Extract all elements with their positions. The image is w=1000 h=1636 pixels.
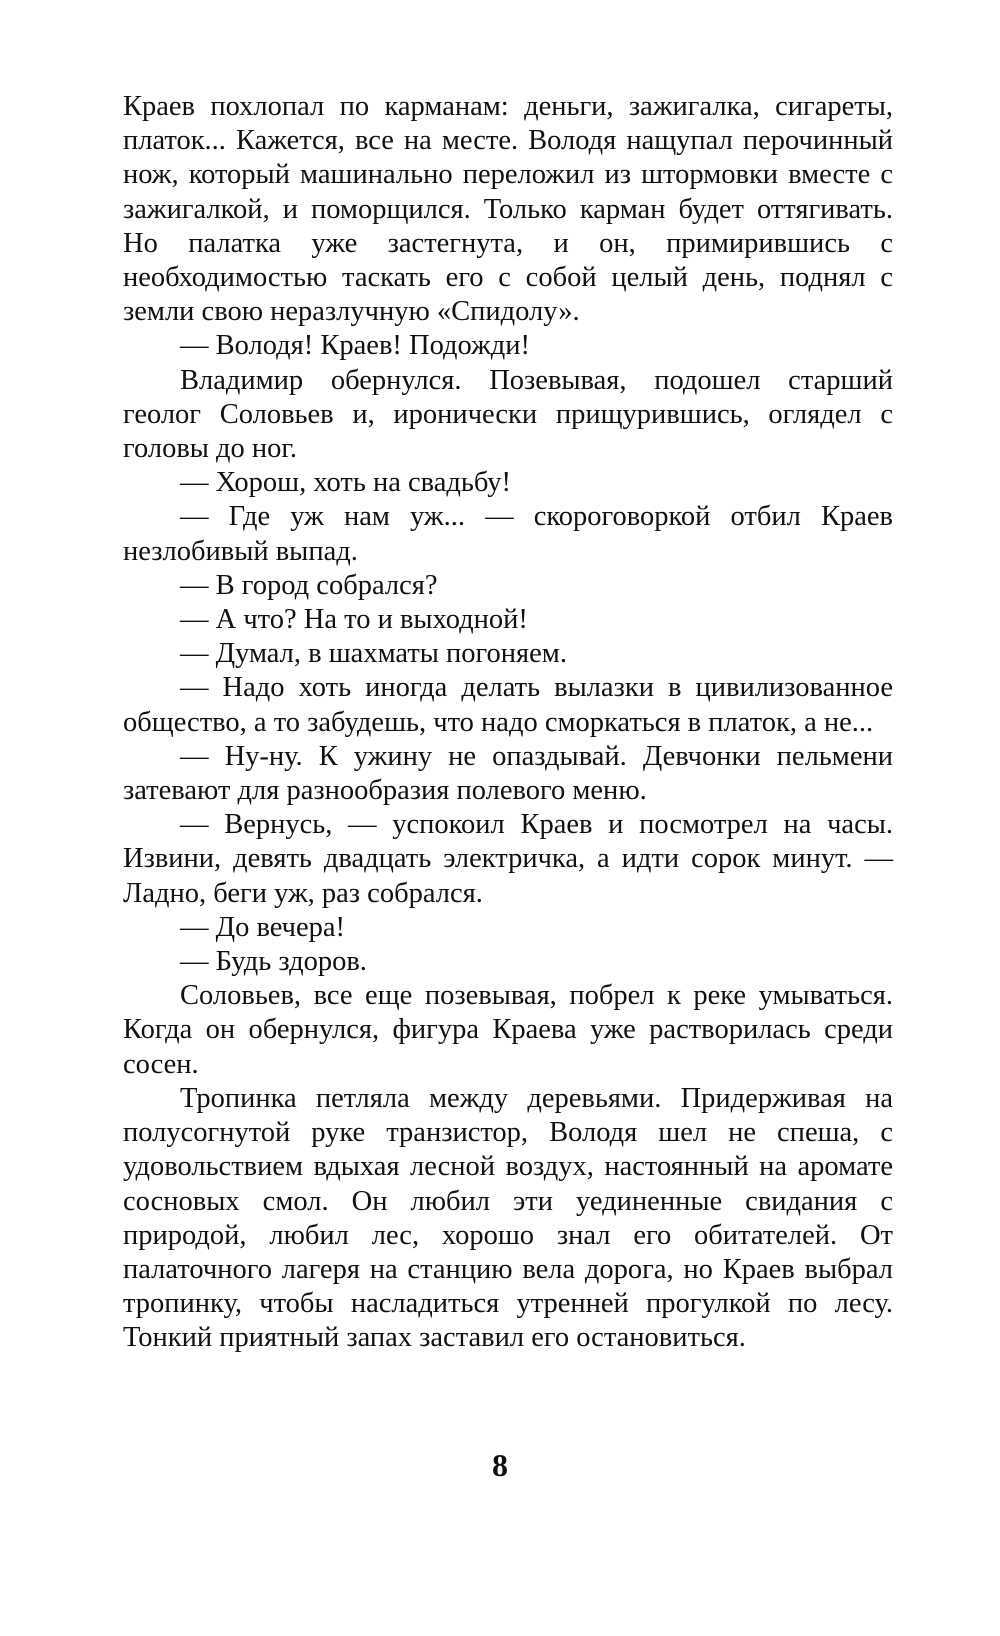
paragraph-13: — Будь здоров. <box>180 946 367 978</box>
paragraph-12: — До вечера! <box>180 911 346 943</box>
paragraph-1: Краев похлопал по карманам: деньги, зажигалка, сигареты, платок... Кажется, все на месте. Володя нащупал перочинный нож, который машинально переложил из штормовки вместе с зажигалкой, и поморщился. Только карман будет оттягивать. Но палатка уже застегнута, и он, примирившись с необходимостью таскать его с собой целый день, поднял с земли свою неразлучную «Спидолу». <box>123 91 893 328</box>
paragraph-15: Тропинка петляла между деревьями. Придерживая на полусогнутой руке транзистор, Володя шел не спеша, с удовольствием вдыхая лесной воздух, настоянный на аромате сосновых смол. Он любил эти уединенные свидания с природой, любил лес, хорошо знал его обитателей. От палаточного лагеря на станцию вела дорога, но Краев выбрал тропинку, чтобы насладиться утренней прогулкой по лесу. Тонкий приятный запах заставил его остановиться. <box>123 1082 893 1354</box>
page-number: 8 <box>492 1447 508 1483</box>
paragraph-10: — Ну-ну. К ужину не опаздывай. Девчонки пельмени затевают для разнообразия полевого меню. <box>123 740 893 807</box>
paragraph-2: — Володя! Краев! Подожди! <box>180 330 531 362</box>
paragraph-5: — Где уж нам уж... — скороговоркой отбил Краев незлобивый выпад. <box>123 501 893 567</box>
paragraph-3: Владимир обернулся. Позевывая, подошел старший геолог Соловьев и, иронически прищурившись, оглядел с головы до ног. <box>123 364 893 465</box>
paragraph-11: — Вернусь, — успокоил Краев и посмотрел на часы. Извини, девять двадцать электричка, а идти сорок минут. — Ладно, беги уж, раз собрался. <box>123 809 893 909</box>
paragraph-8: — Думал, в шахматы погоняем. <box>180 638 567 670</box>
paragraph-4: — Хорош, хоть на свадьбу! <box>180 467 512 499</box>
paragraph-6: — В город собрался? <box>180 569 438 601</box>
paragraph-7: — А что? На то и выходной! <box>180 604 528 636</box>
paragraph-14: Соловьев, все еще позевывая, побрел к реке умываться. Когда он обернулся, фигура Краева уже растворилась среди сосен. <box>123 980 893 1080</box>
paragraph-9: — Надо хоть иногда делать вылазки в цивилизованное общество, а то забудешь, что надо сморкаться в платок, а не... <box>123 672 893 738</box>
page-body <box>123 90 893 1356</box>
